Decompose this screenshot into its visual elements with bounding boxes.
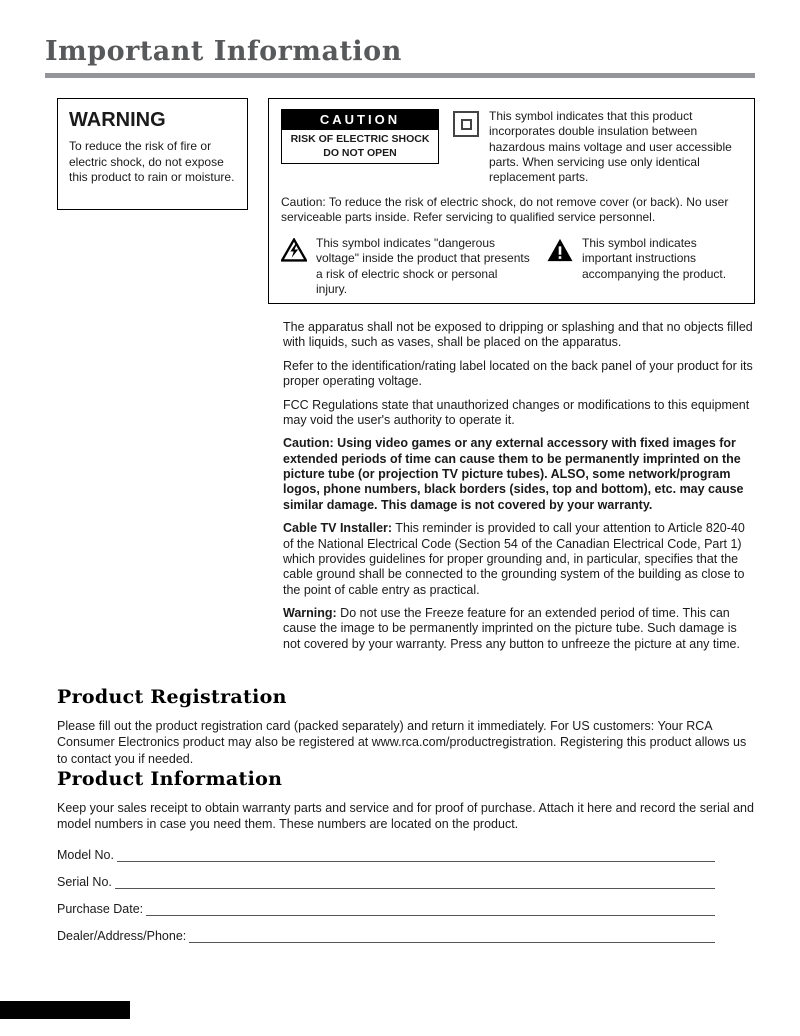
- notice-body: FCC Regulations state that unauthorized changes or modifications to this equipment may void the user's authority to operate it.: [283, 397, 750, 427]
- notice-cable-installer: [283, 521, 755, 598]
- model-no-line: [117, 848, 715, 862]
- notice-body: Do not use the Freeze feature for an extended period of time. This can cause the image to be permanently imprinted on the picture tube. Such damage is not covered by your warranty. Press any button to unfreeze the picture at any time.: [283, 606, 740, 651]
- notice-video-games: [283, 436, 755, 513]
- notice-body: The apparatus shall not be exposed to dripping or splashing and that no objects filled with liquids, such as vases, shall be placed on the apparatus.: [283, 320, 753, 350]
- notice-body: Using video games or any external accessory with fixed images for extended periods of time can cause them to be permanently imprinted on the picture tube (or projection TV picture tubes). ALSO, some network/program logos, phone numbers, black borders (sides, top and bottom), etc. may cause similar damage. This damage is not covered by your warranty.: [283, 436, 744, 512]
- product-registration-heading: Product Registration: [57, 686, 287, 708]
- notice-prefix: Cable TV Installer:: [283, 521, 393, 536]
- notice-freeze-warning: [283, 606, 755, 652]
- page-title: Important Information: [45, 36, 402, 67]
- dangerous-voltage-block: [281, 236, 531, 297]
- product-registration-section: [57, 686, 757, 767]
- record-fields: [57, 847, 715, 943]
- serial-no-label: Serial No.: [57, 874, 112, 889]
- caution-bar: CAUTION: [281, 109, 439, 129]
- notice-body: Refer to the identification/rating label located on the back panel of your product for its proper operating voltage.: [283, 358, 753, 389]
- notice-prefix: Caution:: [283, 436, 334, 451]
- double-insulation-block: [453, 109, 742, 186]
- model-no-label: Model No.: [57, 847, 114, 862]
- notice-fcc: [283, 398, 755, 429]
- warning-box-title: WARNING: [69, 109, 166, 131]
- product-registration-body: Please fill out the product registration card (packed separately) and return it immediately. For US customers: Your RCA Consumer Electronics product may also be registered at www.rca.com/productregistration. Registering this product allows us to contact you if needed.: [57, 719, 747, 766]
- dealer-label: Dealer/Address/Phone:: [57, 928, 187, 943]
- product-information-body: Keep your sales receipt to obtain warranty parts and service and for proof of purchase. Attach it here and record the serial and model numbers in case you need them. These numbers are located on the product.: [57, 801, 754, 832]
- product-information-section: [57, 768, 757, 943]
- dealer-line: [189, 929, 715, 943]
- footer-tab: [0, 1001, 130, 1019]
- double-insulation-text: This symbol indicates that this product incorporates double insulation between hazardous mains voltage and user accessible parts. When servicing use only identical replacement parts.: [489, 109, 732, 185]
- symbol-row: [281, 236, 742, 297]
- important-instructions-block: [547, 236, 742, 297]
- warning-box-text: To reduce the risk of fire or electric shock, do not expose this product to rain or moisture.: [69, 139, 235, 185]
- notice-prefix: Warning:: [283, 606, 337, 620]
- purchase-date-line: [146, 902, 715, 916]
- notice-body: This reminder is provided to call your attention to Article 820-40 of the National Electrical Code (Section 54 of the Canadian Electrical Code, Part 1) which provides guidelines for proper grounding and, in particular, specifies that the cable ground shall be connected to the grounding system of the building as close to the point of cable entry as practical.: [283, 521, 745, 597]
- caution-box-top-row: [281, 109, 742, 186]
- product-information-heading: Product Information: [57, 768, 283, 790]
- important-instructions-text: This symbol indicates important instructions accompanying the product.: [582, 235, 727, 281]
- dangerous-voltage-text: This symbol indicates "dangerous voltage" inside the product that presents a risk of electric shock or personal injury.: [316, 235, 530, 297]
- notice-dripping: [283, 320, 755, 351]
- title-rule: [45, 73, 755, 78]
- dealer-field: [57, 928, 715, 943]
- warning-box: [57, 98, 248, 210]
- model-no-field: [57, 847, 715, 862]
- serial-no-field: [57, 874, 715, 889]
- purchase-date-label: Purchase Date:: [57, 901, 144, 916]
- serial-no-line: [115, 875, 715, 889]
- notice-rating-label: [283, 359, 755, 390]
- risk-of-shock-box: [281, 129, 439, 164]
- risk-line-2: DO NOT OPEN: [323, 146, 397, 159]
- caution-box: [268, 98, 755, 304]
- lightning-triangle-icon: [281, 236, 307, 297]
- purchase-date-field: [57, 901, 715, 916]
- exclamation-triangle-icon: [547, 236, 573, 297]
- double-insulation-icon-inner: [461, 119, 472, 130]
- risk-line-1: RISK OF ELECTRIC SHOCK: [290, 133, 430, 145]
- caution-label-assembly: [281, 109, 439, 186]
- double-insulation-icon: [453, 111, 479, 137]
- notice-paragraphs: [283, 320, 755, 660]
- caution-remove-cover-text: Caution: To reduce the risk of electric shock, do not remove cover (or back). No user serviceable parts inside. Refer servicing to qualified service personnel.: [281, 194, 729, 225]
